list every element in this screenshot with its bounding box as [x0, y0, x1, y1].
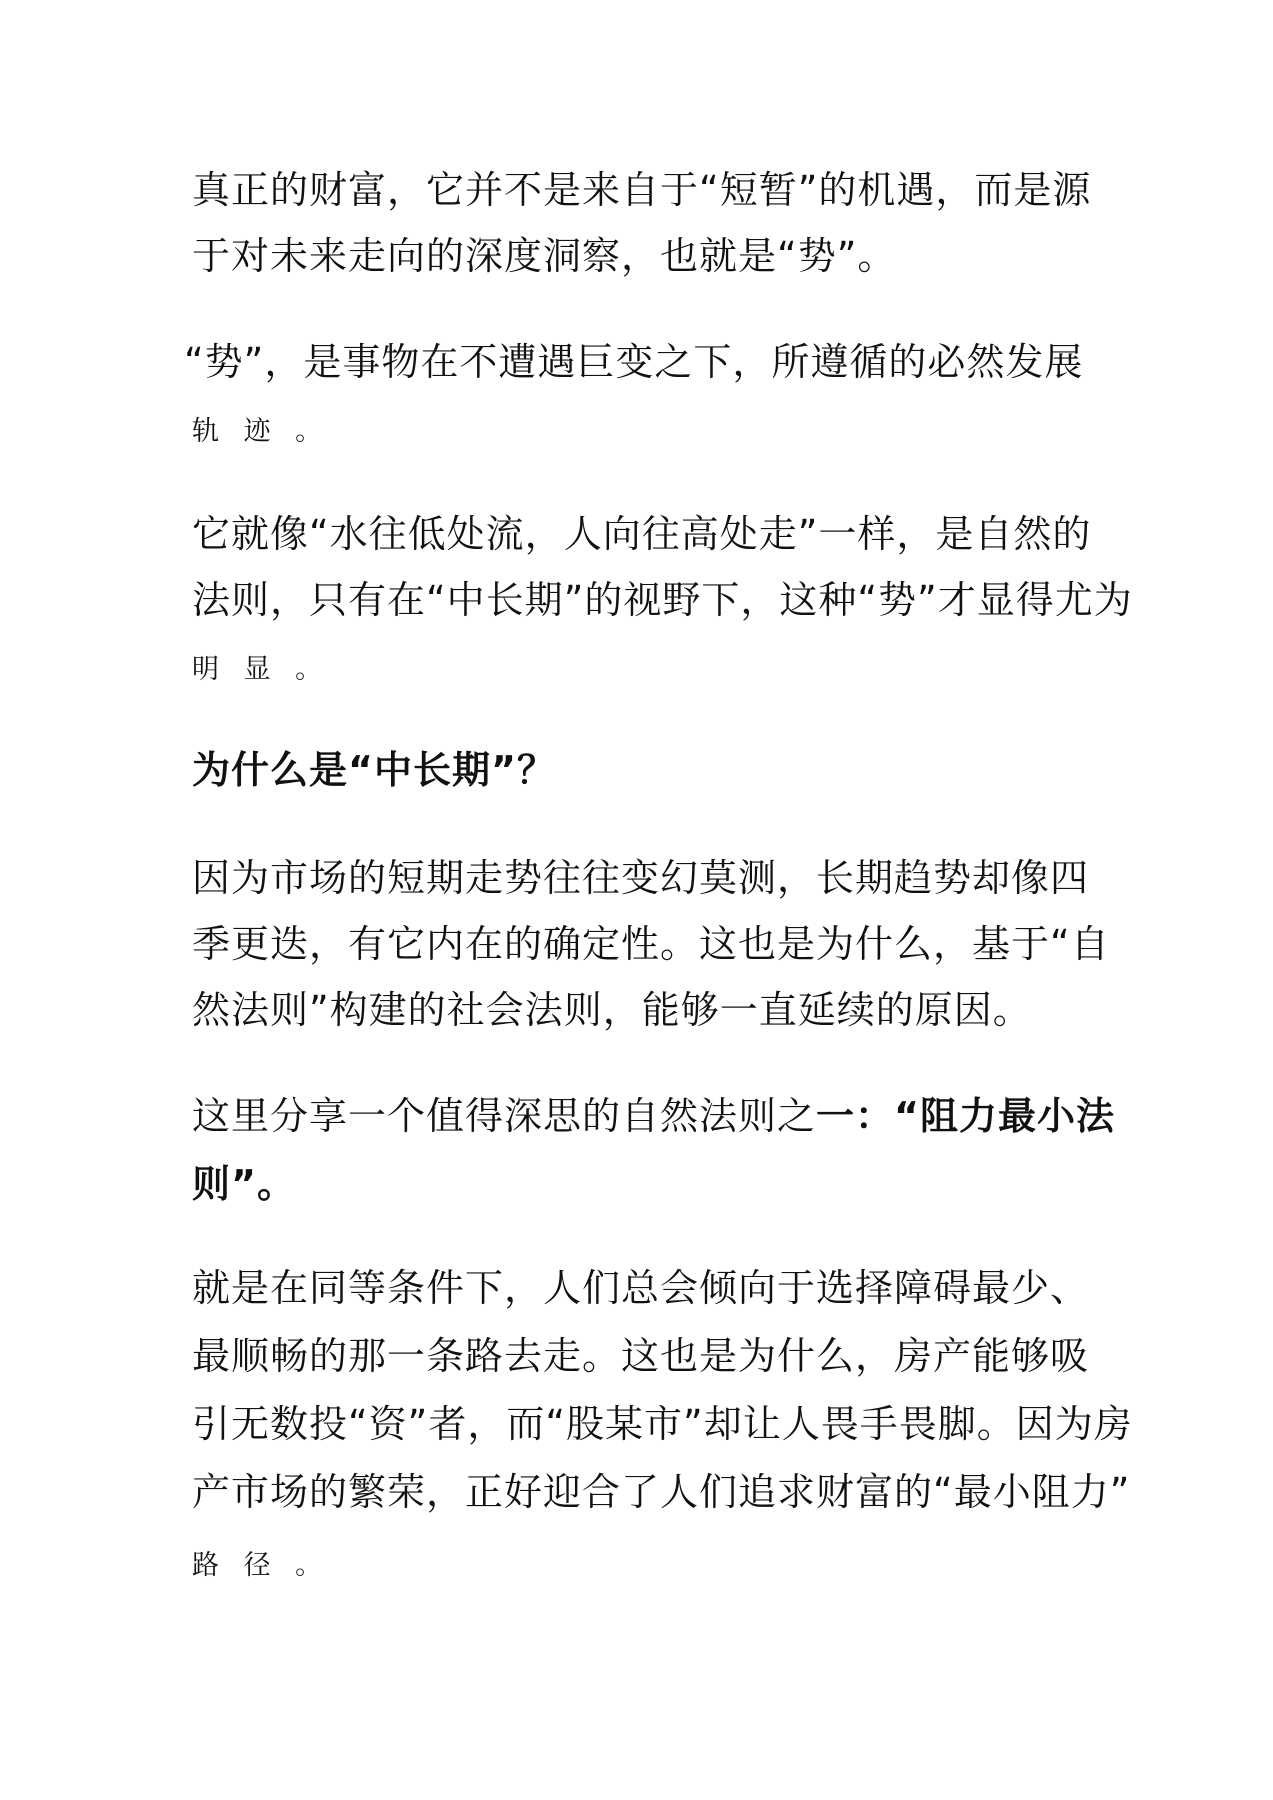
paragraph-4-line-2: 季更迭，有它内在的确定性。这也是为什么，基于“自 — [192, 922, 1110, 966]
paragraph-3-line-1: 它就像“水往低处流，人向往高处走”一样，是自然的 — [192, 512, 1092, 556]
paragraph-5-normal-text: 这里分享一个值得深思的自然法则之 — [192, 1094, 817, 1138]
paragraph-3-line-2: 法则，只有在“中长期”的视野下，这种“势”才显得尤为 — [192, 578, 1133, 622]
paragraph-5-line-1 — [192, 1094, 1115, 1138]
section-heading: 为什么是“中长期”？ — [192, 748, 556, 792]
paragraph-4-line-3: 然法则”构建的社会法则，能够一直延续的原因。 — [192, 988, 1032, 1032]
paragraph-2-line-1: “势”，是事物在不遭遇巨变之下，所遵循的必然发展 — [184, 340, 1084, 384]
paragraph-6-line-3: 引无数投“资”者，而“股某市”却让人畏手畏脚。因为房 — [192, 1402, 1133, 1446]
paragraph-6-line-2: 最顺畅的那一条路去走。这也是为什么，房产能够吸 — [192, 1334, 1090, 1378]
paragraph-1-line-2: 于对未来走向的深度洞察，也就是“势”。 — [192, 234, 897, 278]
paragraph-3-line-3: 明 显 。 — [192, 654, 331, 685]
paragraph-6-line-1: 就是在同等条件下，人们总会倾向于选择障碍最少、 — [192, 1266, 1090, 1310]
paragraph-5-bold-text: 一：“阻力最小法 — [816, 1094, 1115, 1138]
paragraph-5-line-2: 则”。 — [192, 1162, 296, 1206]
paragraph-6-line-5: 路 径 。 — [192, 1550, 331, 1581]
paragraph-1-line-1: 真正的财富，它并不是来自于“短暂”的机遇，而是源 — [192, 168, 1092, 212]
paragraph-2-line-2: 轨 迹 。 — [192, 416, 331, 447]
paragraph-4-line-1: 因为市场的短期走势往往变幻莫测，长期趋势却像四 — [192, 856, 1090, 900]
paragraph-6-line-4: 产市场的繁荣，正好迎合了人们追求财富的“最小阻力” — [192, 1470, 1131, 1514]
